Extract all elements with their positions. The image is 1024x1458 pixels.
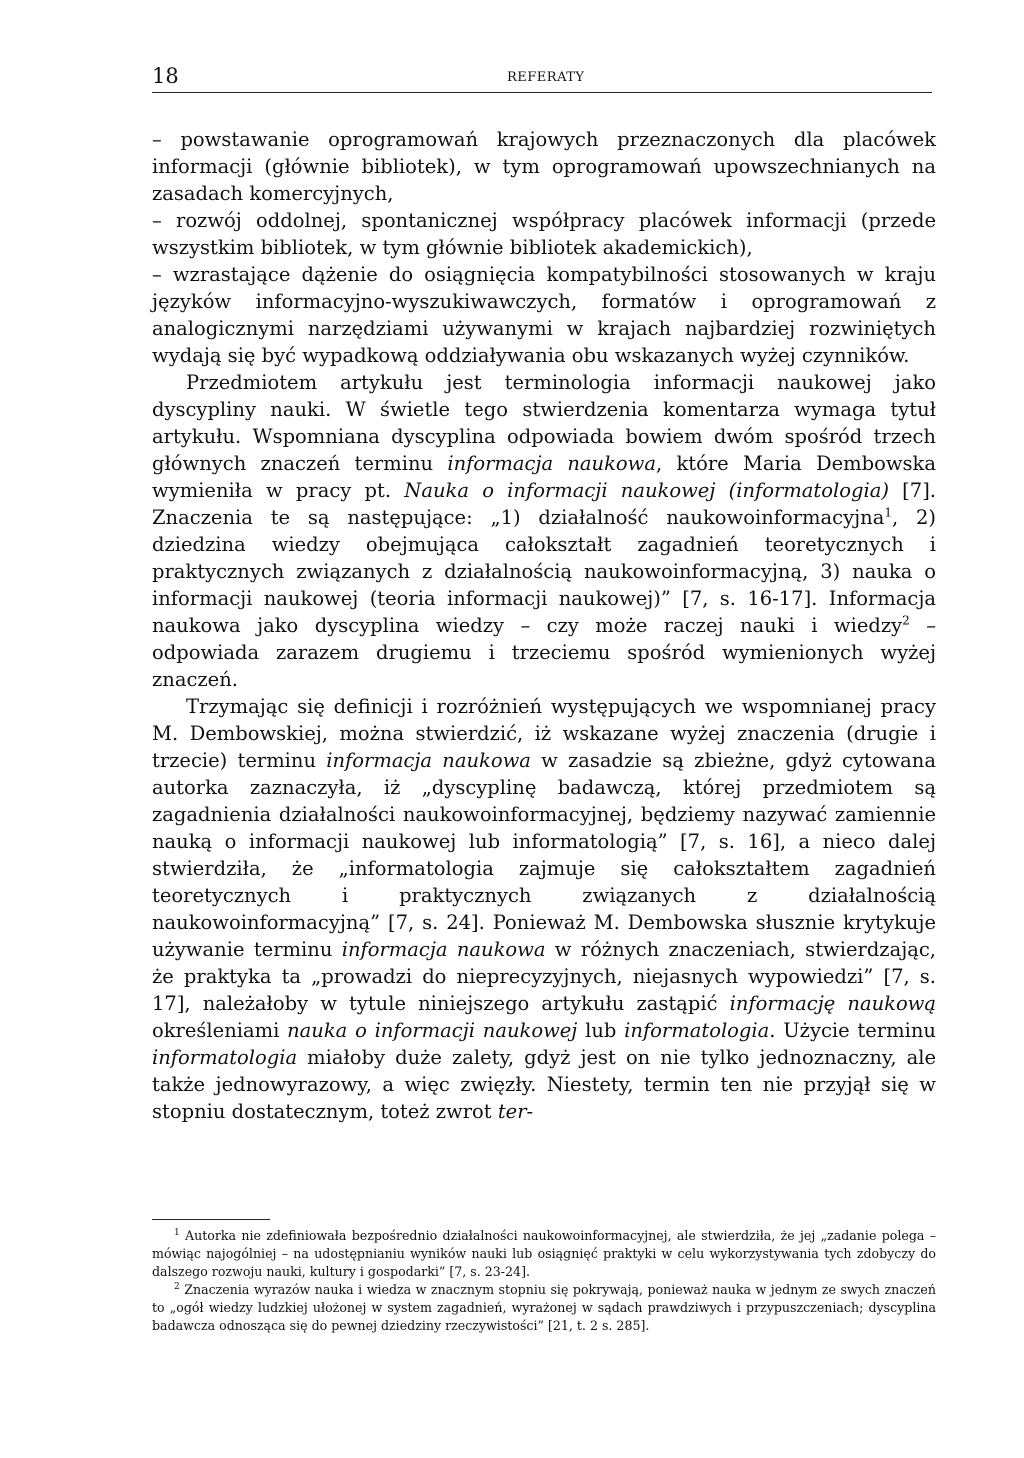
italic-title: Nauka o informacji naukowej (informatologia) xyxy=(404,479,889,502)
footnote-1 xyxy=(152,1227,936,1281)
footnote-number: 2 xyxy=(174,1281,180,1292)
body-text xyxy=(152,126,936,1125)
text-run: w różnych znaczeniach, stwierdzając, że praktyka ta „prowadzi do nieprecyzyjnych, niejasnych wypowiedzi” [7, s. 17], należałoby w tytule niniejszego artykułu zastąpić xyxy=(152,938,936,1015)
page-header xyxy=(152,64,932,94)
text-run: miałoby duże zalety, gdyż jest on nie tylko jednoznaczny, ale także jednowyrazowy, a więc zwięzły. Niestety, termin ten nie przyjął się w stopniu dostatecznym, toteż zwrot xyxy=(152,1046,936,1123)
paragraph-definitions xyxy=(152,693,936,1125)
footnote-ref: 2 xyxy=(902,613,910,628)
list-item: – wzrastające dążenie do osiągnięcia kompatybilności stosowanych w kraju języków informacyjno-wyszukiwawczych, formatów i oprogramowań z analogicznymi narzędziami używanymi w krajach najbardziej rozwiniętych wydają się być wypadkową oddziaływania obu wskazanych wyżej czynników. xyxy=(152,263,936,367)
italic-term: informatologia xyxy=(152,1046,298,1069)
footnote-text: Znaczenia wyrazów nauka i wiedza w znacznym stopniu się pokrywają, ponieważ nauka w jednym ze swych znaczeń to „ogół wiedzy ludzkiej ułożonej w system zagadnień, wyrażonej w sądach prawdziwych i przypuszczeniach; dyscyplina badawcza odnosząca się do pewnej dziedziny rzeczywistości” [21, t. 2 s. 285]. xyxy=(152,1282,936,1333)
footnote-2 xyxy=(152,1281,936,1335)
text-run: , które Maria Dembowska wymieniła w pracy pt. xyxy=(152,452,936,502)
text-run: [7]. Znaczenia te są następujące: „1) działalność naukowoinformacyjna xyxy=(152,479,936,529)
text-run: Przedmiotem artykułu jest terminologia informacji naukowej jako dyscypliny nauki. W świetle tego stwierdzenia komentarza wymaga tytuł artykułu. Wspomniana dyscyplina odpowiada bowiem dwóm spośród trzech głównych znaczeń terminu xyxy=(152,371,936,475)
list-item: – rozwój oddolnej, spontanicznej współpracy placówek informacji (przede wszystkim bibliotek, w tym głównie bibliotek akademickich), xyxy=(152,209,936,259)
italic-term: ter- xyxy=(497,1100,534,1123)
text-run: – odpowiada zarazem drugiemu i trzeciemu spośród wymienionych wyżej znaczeń. xyxy=(152,614,936,691)
running-head: REFERATY xyxy=(507,70,585,85)
italic-term: informacja naukowa xyxy=(447,452,656,475)
paragraph-subject xyxy=(152,369,936,693)
list-item: – powstawanie oprogramowań krajowych przeznaczonych dla placówek informacji (głównie bibliotek), w tym oprogramowań upowszechnianych na zasadach komercyjnych, xyxy=(152,128,936,205)
italic-term: informatologia xyxy=(624,1019,770,1042)
text-run: , 2) dziedzina wiedzy obejmująca całokształt zagadnień teoretycznych i praktycznych związanych z działalnością naukowoinformacyjną, 3) nauka o informacji naukowej (teoria informacji naukowej)” [7, s. 16-17]. Informacja naukowa jako dyscyplina wiedzy – czy może raczej nauki i wiedzy xyxy=(152,506,936,637)
footnote-number: 1 xyxy=(174,1227,180,1238)
text-run: lub xyxy=(577,1019,625,1042)
text-run: w zasadzie są zbieżne, gdyż cytowana autorka zaznaczyła, iż „dyscyplinę badawczą, której przedmiotem są zagadnienia działalności naukowoinformacyjnej, będziemy nazywać zamiennie nauką o informacji naukowej lub informatologią” [7, s. 16], a nieco dalej stwierdziła, że „informatologia zajmuje się całokształtem zagadnień teoretycznych i praktycznych związanych z działalnością naukowoinformacyjną” [7, s. 24]. Ponieważ M. Dembowska słusznie krytykuje używanie terminu xyxy=(152,749,936,961)
footnote-rule xyxy=(152,1219,270,1220)
italic-term: informację naukową xyxy=(729,992,937,1015)
text-run: określeniami xyxy=(152,1019,288,1042)
header-rule xyxy=(152,92,932,93)
footnote-ref: 1 xyxy=(884,505,892,520)
italic-term: nauka o informacji naukowej xyxy=(287,1019,578,1042)
text-run: Trzymając się definicji i rozróżnień występujących we wspomnianej pracy M. Dembowskiej, można stwierdzić, iż wskazane wyżej znaczenia (drugie i trzecie) terminu xyxy=(152,695,936,772)
text-run: . Użycie terminu xyxy=(769,1019,936,1042)
footnote-text: Autorka nie zdefiniowała bezpośrednio działalności naukowoinformacyjnej, ale stwierdziła, że jej „zadanie polega – mówiąc najogólniej – na udostępnianiu wyników nauki lub osiągnięć praktyki w celu wykorzystywania tych zdobyczy do dalszego rozwoju nauki, kultury i gospodarki” [7, s. 23-24]. xyxy=(152,1228,936,1279)
page-number: 18 xyxy=(152,64,179,88)
italic-term: informacja naukowa xyxy=(326,749,531,772)
italic-term: informacja naukowa xyxy=(341,938,546,961)
footnotes xyxy=(152,1227,936,1335)
